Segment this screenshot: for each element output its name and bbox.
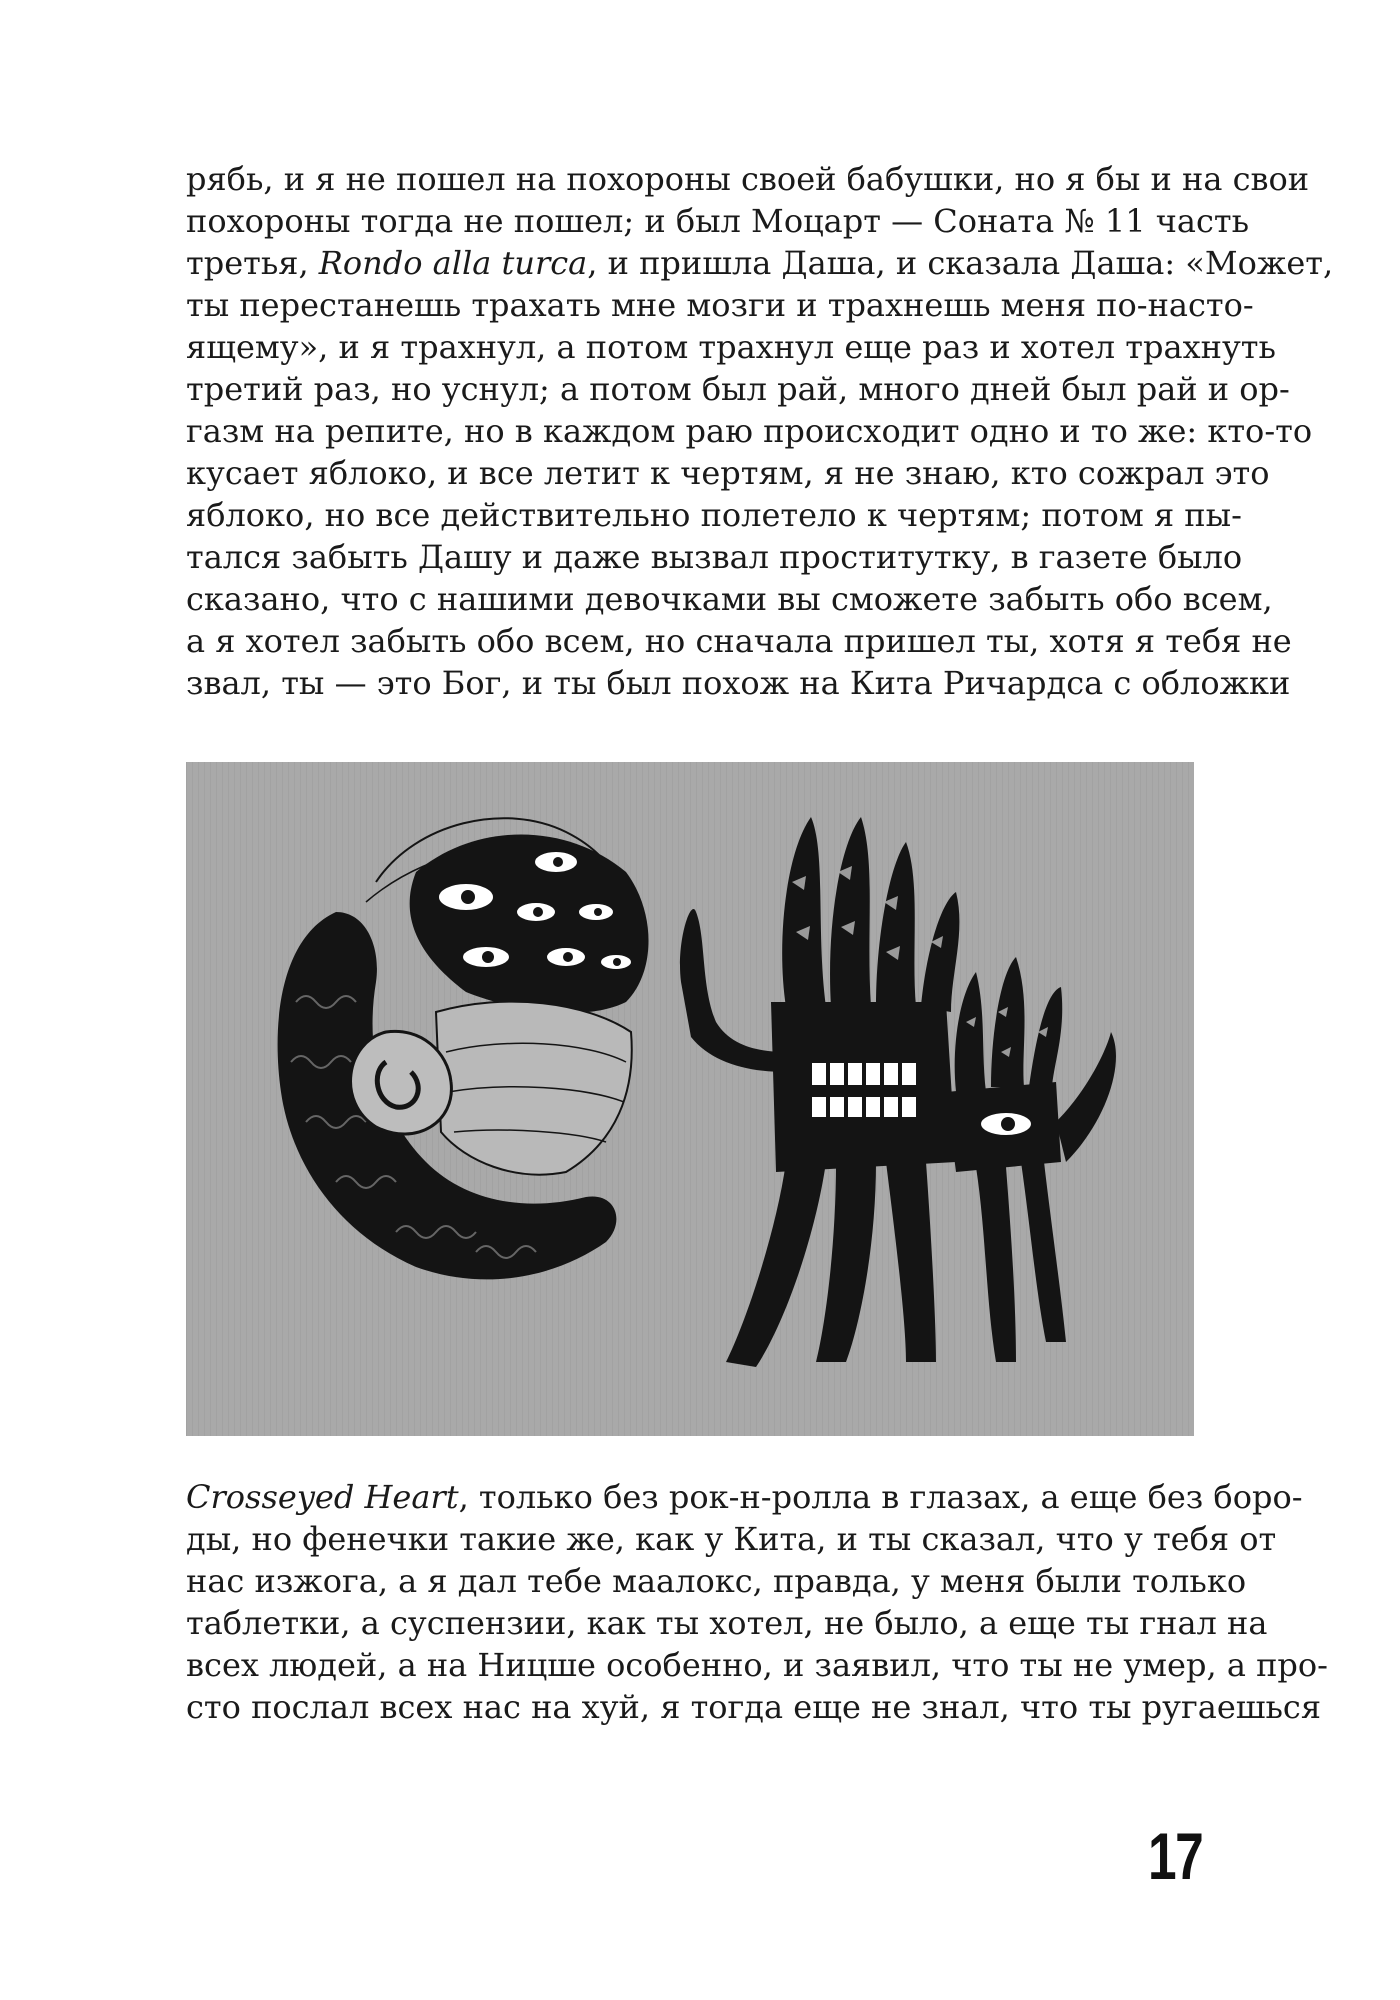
text-line: третий раз, но уснул; а потом был рай, много дней был рай и ор- [186, 370, 1290, 408]
text-line: сто послал всех нас на хуй, я тогда еще не знал, что ты ругаешься [186, 1688, 1322, 1726]
italic-title: Crosseyed Heart [186, 1478, 459, 1516]
text-paragraph-top [186, 158, 1334, 704]
page-number: 17 [1148, 1819, 1203, 1893]
text-line: ящему», и я трахнул, а потом трахнул еще раз и хотел трахнуть [186, 328, 1276, 366]
text-line: сказано, что с нашими девочками вы сможете забыть обо всем, [186, 580, 1273, 618]
illustration [186, 762, 1194, 1436]
text-line: а я хотел забыть обо всем, но сначала пришел ты, хотя я тебя не [186, 622, 1292, 660]
text-line: тался забыть Дашу и даже вызвал проститутку, в газете было [186, 538, 1243, 576]
text-line: третья, Rondo alla turca, и пришла Даша, и сказала Даша: «Может, [186, 244, 1334, 282]
text-line: нас изжога, а я дал тебе маалокс, правда, у меня были только [186, 1562, 1247, 1600]
text-paragraph-bottom [186, 1476, 1328, 1728]
text-line: таблетки, а суспензии, как ты хотел, не было, а еще ты гнал на [186, 1604, 1268, 1642]
text-line: кусает яблоко, и все летит к чертям, я не знаю, кто сожрал это [186, 454, 1270, 492]
ink-drawing-icon [186, 762, 1194, 1436]
text-line: ты перестанешь трахать мне мозги и трахнешь меня по-насто- [186, 286, 1254, 324]
text-line: Crosseyed Heart, только без рок-н-ролла в глазах, а еще без боро- [186, 1478, 1303, 1516]
text-line: яблоко, но все действительно полетело к чертям; потом я пы- [186, 496, 1242, 534]
text-line: всех людей, а на Ницше особенно, и заявил, что ты не умер, а про- [186, 1646, 1328, 1684]
text-line: газм на репите, но в каждом раю происходит одно и то же: кто-то [186, 412, 1313, 450]
text-line: звал, ты — это Бог, и ты был похож на Кита Ричардса с обложки [186, 664, 1291, 702]
text-line: похороны тогда не пошел; и был Моцарт — Соната № 11 часть [186, 202, 1249, 240]
text-line: ды, но фенечки такие же, как у Кита, и ты сказал, что у тебя от [186, 1520, 1277, 1558]
italic-title: Rondo alla turca [318, 244, 588, 282]
text-line: рябь, и я не пошел на похороны своей бабушки, но я бы и на свои [186, 160, 1310, 198]
